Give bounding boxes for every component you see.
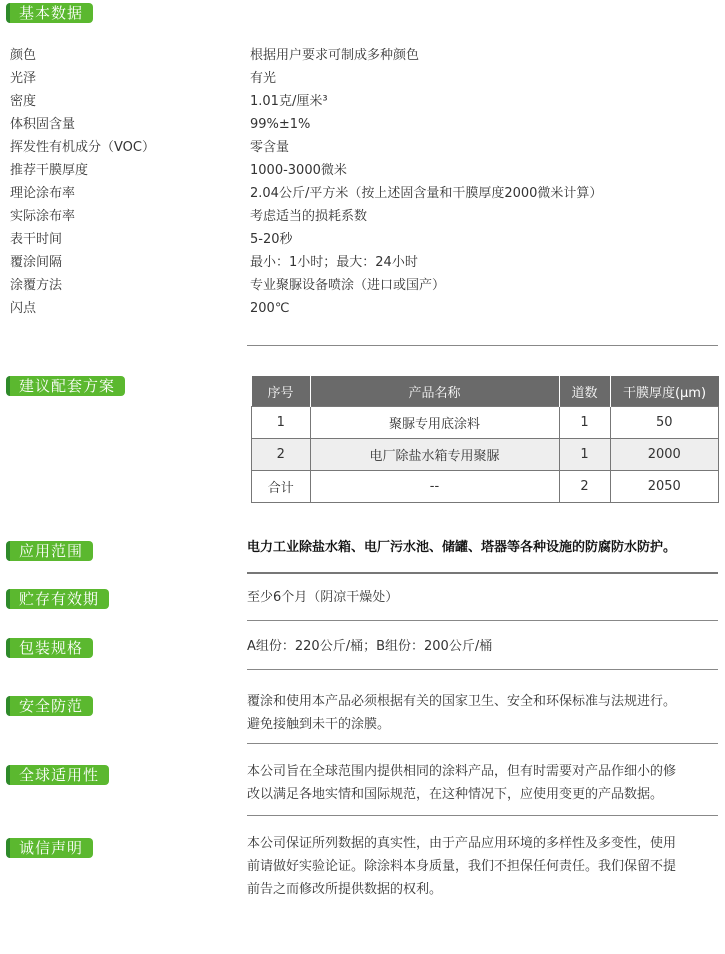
prop-label: 闪点 (10, 301, 37, 316)
safety-text (247, 690, 719, 736)
section-tag-integrity: 诚信声明 (6, 838, 93, 858)
prop-label: 涂覆方法 (10, 278, 63, 293)
section-tag-package: 包装规格 (6, 638, 93, 658)
section-tag-basic: 基本数据 (6, 3, 93, 23)
section-tag-application: 应用范围 (6, 541, 93, 561)
prop-value: 专业聚脲设备喷涂（进口或国产） (250, 278, 446, 293)
storage-text: 至少6个月（阴凉干燥处） (247, 590, 399, 605)
prop-label: 挥发性有机成分（VOC） (10, 140, 155, 155)
prop-row-surface-dry (10, 229, 710, 251)
divider (247, 743, 718, 744)
prop-row-solids (10, 114, 710, 136)
recommend-table (251, 376, 719, 503)
application-text: 电力工业除盐水箱、电厂污水池、储罐、塔器等各种设施的防腐防水防护。 (247, 540, 677, 555)
table-cell: 50 (610, 407, 719, 439)
text-line: 前告之而修改所提供数据的权利。 (247, 882, 443, 897)
prop-row-actual-coverage (10, 206, 710, 228)
table-cell: 合计 (252, 471, 311, 503)
prop-value: 200℃ (250, 301, 290, 316)
prop-value: 考虑适当的损耗系数 (250, 209, 368, 224)
package-text: A组份：220公斤/桶；B组份：200公斤/桶 (247, 639, 493, 654)
table-cell: 2 (559, 471, 610, 503)
prop-row-dft (10, 160, 710, 182)
divider (247, 815, 718, 816)
prop-row-recoat (10, 252, 710, 274)
prop-label: 覆涂间隔 (10, 255, 63, 270)
prop-row-voc (10, 137, 710, 159)
prop-row-flash-point (10, 298, 710, 320)
text-line: 本公司保证所列数据的真实性，由于产品应用环境的多样性及多变性，使用 (247, 836, 677, 851)
prop-row-method (10, 275, 710, 297)
text-line: 本公司旨在全球范围内提供相同的涂料产品，但有时需要对产品作细小的修 (247, 764, 677, 779)
prop-label: 颜色 (10, 48, 37, 63)
prop-value: 最小：1小时；最大：24小时 (250, 255, 418, 270)
text-line: 改以满足各地实情和国际规范，在这种情况下，应使用变更的产品数据。 (247, 787, 664, 802)
prop-value: 1.01克/厘米³ (250, 94, 328, 109)
prop-row-color (10, 45, 710, 67)
table-cell: 2 (252, 439, 311, 471)
prop-label: 实际涂布率 (10, 209, 76, 224)
table-header-cell: 道数 (559, 376, 610, 407)
table-cell: 2050 (610, 471, 719, 503)
prop-label: 光泽 (10, 71, 37, 86)
table-cell: 1 (252, 407, 311, 439)
table-row (252, 439, 719, 471)
section-tag-recommend: 建议配套方案 (6, 376, 125, 396)
integrity-text (247, 832, 719, 901)
prop-value: 根据用户要求可制成多种颜色 (250, 48, 420, 63)
divider (247, 345, 718, 346)
prop-value: 5-20秒 (250, 232, 293, 247)
divider (247, 669, 718, 670)
text-line: 覆涂和使用本产品必须根据有关的国家卫生、安全和环保标准与法规进行。 (247, 694, 677, 709)
table-cell: 聚脲专用底涂料 (310, 407, 559, 439)
prop-label: 密度 (10, 94, 37, 109)
prop-label: 推荐干膜厚度 (10, 163, 89, 178)
prop-value: 1000-3000微米 (250, 163, 347, 178)
section-tag-safety: 安全防范 (6, 696, 93, 716)
prop-label: 理论涂布率 (10, 186, 76, 201)
divider (247, 572, 718, 574)
prop-row-gloss (10, 68, 710, 90)
table-cell: 2000 (610, 439, 719, 471)
table-row (252, 407, 719, 439)
table-cell: 电厂除盐水箱专用聚脲 (310, 439, 559, 471)
table-header-cell: 干膜厚度(μm) (610, 376, 719, 407)
table-cell: 1 (559, 407, 610, 439)
prop-value: 99%±1% (250, 117, 311, 132)
table-cell: 1 (559, 439, 610, 471)
table-header-cell: 产品名称 (310, 376, 559, 407)
section-tag-storage: 贮存有效期 (6, 589, 109, 609)
table-row (252, 471, 719, 503)
prop-label: 表干时间 (10, 232, 63, 247)
prop-value: 零含量 (250, 140, 290, 155)
prop-value: 有光 (250, 71, 277, 86)
text-line: 避免接触到未干的涂膜。 (247, 717, 391, 732)
section-tag-global: 全球适用性 (6, 765, 109, 785)
text-line: 前请做好实验论证。除涂料本身质量，我们不担保任何责任。我们保留不提 (247, 859, 677, 874)
table-cell: -- (310, 471, 559, 503)
prop-row-density (10, 91, 710, 113)
prop-label: 体积固含量 (10, 117, 76, 132)
prop-row-theoretical-coverage (10, 183, 710, 205)
prop-value: 2.04公斤/平方米（按上述固含量和干膜厚度2000微米计算） (250, 186, 603, 201)
divider (247, 620, 718, 621)
global-text (247, 760, 719, 806)
table-header-row (252, 376, 719, 407)
table-header-cell: 序号 (252, 376, 311, 407)
